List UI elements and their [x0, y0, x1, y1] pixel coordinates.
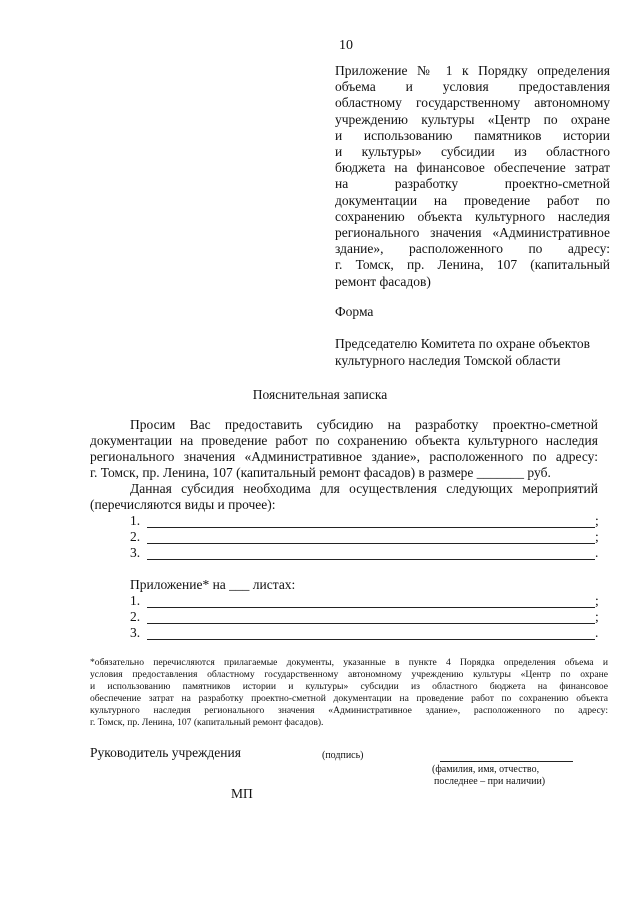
activity-number: 3.	[130, 545, 141, 560]
appendix-line: и культуры» субсидии из областного	[335, 144, 610, 159]
request-line: г. Томск, пр. Ленина, 107 (капитальный ремонт фасадов) в размере _______ руб.	[90, 465, 551, 480]
activity-end: .	[595, 545, 599, 560]
footnote-line: и использованию памятников истории и культуры» субсидии из областного бюджета на финансовое	[90, 681, 608, 692]
request-line: регионального значения «Административное здание», расположенного по адресу:	[90, 449, 598, 464]
footnote-line: условия предоставления областному государственному автономному учреждению культуры «Центр по охране	[90, 669, 608, 680]
name-caption: последнее – при наличии)	[434, 776, 546, 787]
activity-number: 2.	[130, 529, 141, 544]
activity-blank-line[interactable]	[147, 543, 595, 544]
attachment-number: 2.	[130, 609, 141, 624]
activity-blank-line[interactable]	[147, 559, 595, 560]
signature-caption: (подпись)	[322, 750, 364, 761]
name-blank-line[interactable]	[440, 761, 573, 762]
page-number: 10	[339, 38, 353, 53]
addressee-line: Председателю Комитета по охране объектов	[335, 336, 590, 351]
appendix-line: и использованию памятников истории	[335, 127, 610, 143]
attachment-number: 1.	[130, 593, 141, 608]
appendix-line: г. Томск, пр. Ленина, 107 (капитальный	[335, 257, 610, 273]
activity-end: ;	[595, 529, 599, 544]
appendix-line: на разработку проектно-сметной	[335, 176, 610, 192]
stamp-label: МП	[231, 786, 253, 801]
attachment-end: ;	[595, 609, 599, 624]
appendix-line: объема и условия предоставления	[335, 79, 610, 95]
appendix-line: сохранению объекта культурного наследия	[335, 208, 610, 224]
appendix-line: документации на проведение работ по	[335, 192, 610, 208]
head-label: Руководитель учреждения	[90, 745, 241, 760]
subsidy-line: (перечисляются виды и прочее):	[90, 497, 276, 512]
attachment-blank-line[interactable]	[147, 623, 595, 624]
document-title: Пояснительная записка	[252, 387, 388, 402]
appendix-line: здание», расположенного по адресу:	[335, 241, 610, 257]
addressee	[335, 335, 590, 369]
activity-end: ;	[595, 513, 599, 528]
addressee-line: культурного наследия Томской области	[335, 353, 561, 368]
appendix-line: учреждению культуры «Центр по охране	[335, 111, 610, 127]
attachment-blank-line[interactable]	[147, 639, 595, 640]
attachment-label: Приложение* на ___ листах:	[130, 577, 296, 592]
request-line: документации на проведение работ по сохранению объекта культурного наследия	[90, 433, 598, 448]
appendix-line: Приложение № 1 к Порядку определения	[335, 63, 610, 78]
activity-number: 1.	[130, 513, 141, 528]
appendix-line: ремонт фасадов)	[335, 273, 431, 289]
activity-blank-line[interactable]	[147, 527, 595, 528]
footnote-line: г. Томск, пр. Ленина, 107 (капитальный ремонт фасадов).	[90, 717, 324, 728]
attachment-blank-line[interactable]	[147, 607, 595, 608]
form-label: Форма	[335, 304, 374, 319]
attachment-end: ;	[595, 593, 599, 608]
name-caption: (фамилия, имя, отчество,	[432, 764, 540, 775]
appendix-line: регионального значения «Административное	[335, 225, 610, 240]
footnote-line: культурного наследия регионального значения «Административное здание», расположенного по адресу:	[90, 705, 608, 716]
footnote-line: обеспечение затрат на разработку проектно-сметной документации на проведение работ по сохранению объекта	[90, 693, 608, 704]
attachment-end: .	[595, 625, 599, 640]
appendix-line: областному государственному автономному	[335, 95, 610, 111]
subsidy-line: Данная субсидия необходима для осуществления следующих мероприятий	[130, 481, 598, 496]
footnote-line: *обязательно перечисляются прилагаемые документы, указанные в пункте 4 Порядка определения объема и	[90, 657, 608, 668]
attachment-number: 3.	[130, 625, 141, 640]
appendix-line: бюджета на финансовое обеспечение затрат	[335, 160, 610, 176]
request-line: Просим Вас предоставить субсидию на разработку проектно-сметной	[130, 417, 598, 432]
